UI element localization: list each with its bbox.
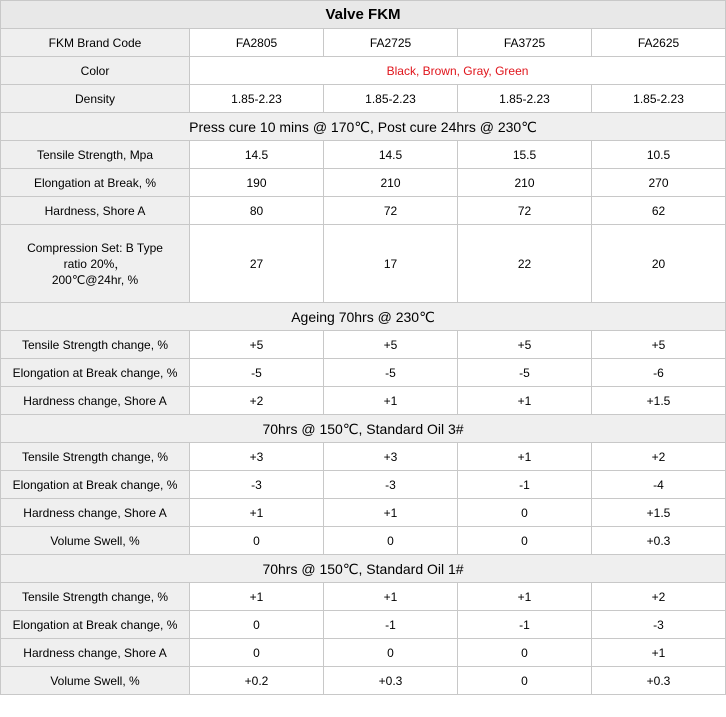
data-cell: 17 — [324, 225, 458, 303]
section-title: Ageing 70hrs @ 230℃ — [1, 303, 726, 331]
data-cell: 27 — [190, 225, 324, 303]
data-cell: +1 — [458, 583, 592, 611]
data-cell: +0.3 — [592, 667, 726, 695]
row-label: Tensile Strength, Mpa — [1, 141, 190, 169]
brand-code-cell: FA2805 — [190, 29, 324, 57]
section-header-row — [1, 555, 726, 583]
data-cell: +5 — [592, 331, 726, 359]
data-cell: 72 — [458, 197, 592, 225]
label-line: Compression Set: B Type — [27, 240, 163, 255]
color-row — [1, 57, 726, 85]
table-row — [1, 331, 726, 359]
data-cell: -1 — [458, 611, 592, 639]
title-row — [1, 1, 726, 29]
label-line: 200℃@24hr, % — [51, 272, 139, 287]
brand-code-row — [1, 29, 726, 57]
data-cell: +5 — [190, 331, 324, 359]
data-cell: -3 — [324, 471, 458, 499]
data-cell: +1 — [592, 639, 726, 667]
data-cell: 190 — [190, 169, 324, 197]
data-cell: +2 — [592, 583, 726, 611]
data-cell: -1 — [458, 471, 592, 499]
table-row — [1, 527, 726, 555]
table-row — [1, 499, 726, 527]
data-cell: +0.3 — [324, 667, 458, 695]
data-cell: +1 — [324, 387, 458, 415]
table-row — [1, 639, 726, 667]
data-cell: 0 — [458, 639, 592, 667]
density-cell: 1.85-2.23 — [458, 85, 592, 113]
brand-code-label: FKM Brand Code — [1, 29, 190, 57]
data-cell: 210 — [458, 169, 592, 197]
data-cell: +1 — [458, 387, 592, 415]
data-cell: +1 — [190, 499, 324, 527]
table-row — [1, 141, 726, 169]
data-cell: 62 — [592, 197, 726, 225]
data-cell: +1 — [458, 443, 592, 471]
density-cell: 1.85-2.23 — [592, 85, 726, 113]
table-row — [1, 471, 726, 499]
data-cell: 72 — [324, 197, 458, 225]
density-row — [1, 85, 726, 113]
row-label: Volume Swell, % — [1, 527, 190, 555]
data-cell: +5 — [458, 331, 592, 359]
data-cell: 14.5 — [190, 141, 324, 169]
data-cell: +5 — [324, 331, 458, 359]
section-title: Press cure 10 mins @ 170℃, Post cure 24hrs @ 230℃ — [1, 113, 726, 141]
data-cell: -3 — [592, 611, 726, 639]
brand-code-cell: FA3725 — [458, 29, 592, 57]
brand-code-cell: FA2625 — [592, 29, 726, 57]
section-title: 70hrs @ 150℃, Standard Oil 3# — [1, 415, 726, 443]
data-cell: +0.2 — [190, 667, 324, 695]
data-cell: +3 — [324, 443, 458, 471]
data-cell: +3 — [190, 443, 324, 471]
data-cell: 0 — [190, 527, 324, 555]
data-cell: -3 — [190, 471, 324, 499]
section-title: 70hrs @ 150℃, Standard Oil 1# — [1, 555, 726, 583]
row-label: Hardness, Shore A — [1, 197, 190, 225]
data-cell: -1 — [324, 611, 458, 639]
row-label: Tensile Strength change, % — [1, 443, 190, 471]
data-cell: 15.5 — [458, 141, 592, 169]
table-title: Valve FKM — [1, 1, 726, 29]
color-value: Black, Brown, Gray, Green — [190, 57, 726, 85]
data-cell: 22 — [458, 225, 592, 303]
data-cell: -5 — [190, 359, 324, 387]
data-cell: 20 — [592, 225, 726, 303]
data-cell: +1.5 — [592, 499, 726, 527]
table-row — [1, 359, 726, 387]
table-row — [1, 197, 726, 225]
data-cell: 80 — [190, 197, 324, 225]
table-row — [1, 583, 726, 611]
data-cell: -4 — [592, 471, 726, 499]
row-label: Hardness change, Shore A — [1, 387, 190, 415]
table-row — [1, 667, 726, 695]
data-cell: +1 — [190, 583, 324, 611]
data-cell: 0 — [324, 527, 458, 555]
density-label: Density — [1, 85, 190, 113]
row-label: Tensile Strength change, % — [1, 331, 190, 359]
row-label: Elongation at Break change, % — [1, 359, 190, 387]
row-label: Hardness change, Shore A — [1, 499, 190, 527]
data-cell: 10.5 — [592, 141, 726, 169]
row-label: Elongation at Break, % — [1, 169, 190, 197]
table-row — [1, 225, 726, 303]
data-cell: +2 — [592, 443, 726, 471]
data-cell: +1.5 — [592, 387, 726, 415]
row-label: Tensile Strength change, % — [1, 583, 190, 611]
data-cell: -5 — [458, 359, 592, 387]
data-cell: 14.5 — [324, 141, 458, 169]
data-cell: 0 — [190, 611, 324, 639]
row-label-multiline — [1, 225, 190, 303]
data-cell: -5 — [324, 359, 458, 387]
data-cell: +1 — [324, 499, 458, 527]
density-cell: 1.85-2.23 — [324, 85, 458, 113]
table-row — [1, 611, 726, 639]
row-label: Hardness change, Shore A — [1, 639, 190, 667]
data-cell: 0 — [324, 639, 458, 667]
section-header-row — [1, 113, 726, 141]
brand-code-cell: FA2725 — [324, 29, 458, 57]
data-cell: 0 — [458, 527, 592, 555]
row-label: Volume Swell, % — [1, 667, 190, 695]
density-cell: 1.85-2.23 — [190, 85, 324, 113]
color-label: Color — [1, 57, 190, 85]
data-cell: 0 — [458, 667, 592, 695]
table-row — [1, 169, 726, 197]
table-row — [1, 387, 726, 415]
data-cell: 210 — [324, 169, 458, 197]
data-cell: 0 — [190, 639, 324, 667]
data-cell: +0.3 — [592, 527, 726, 555]
data-cell: +2 — [190, 387, 324, 415]
row-label: Elongation at Break change, % — [1, 471, 190, 499]
data-cell: +1 — [324, 583, 458, 611]
data-cell: 0 — [458, 499, 592, 527]
data-cell: -6 — [592, 359, 726, 387]
section-header-row — [1, 303, 726, 331]
row-label: Elongation at Break change, % — [1, 611, 190, 639]
data-cell: 270 — [592, 169, 726, 197]
section-header-row — [1, 415, 726, 443]
label-line: ratio 20%， — [63, 256, 127, 271]
table-row — [1, 443, 726, 471]
